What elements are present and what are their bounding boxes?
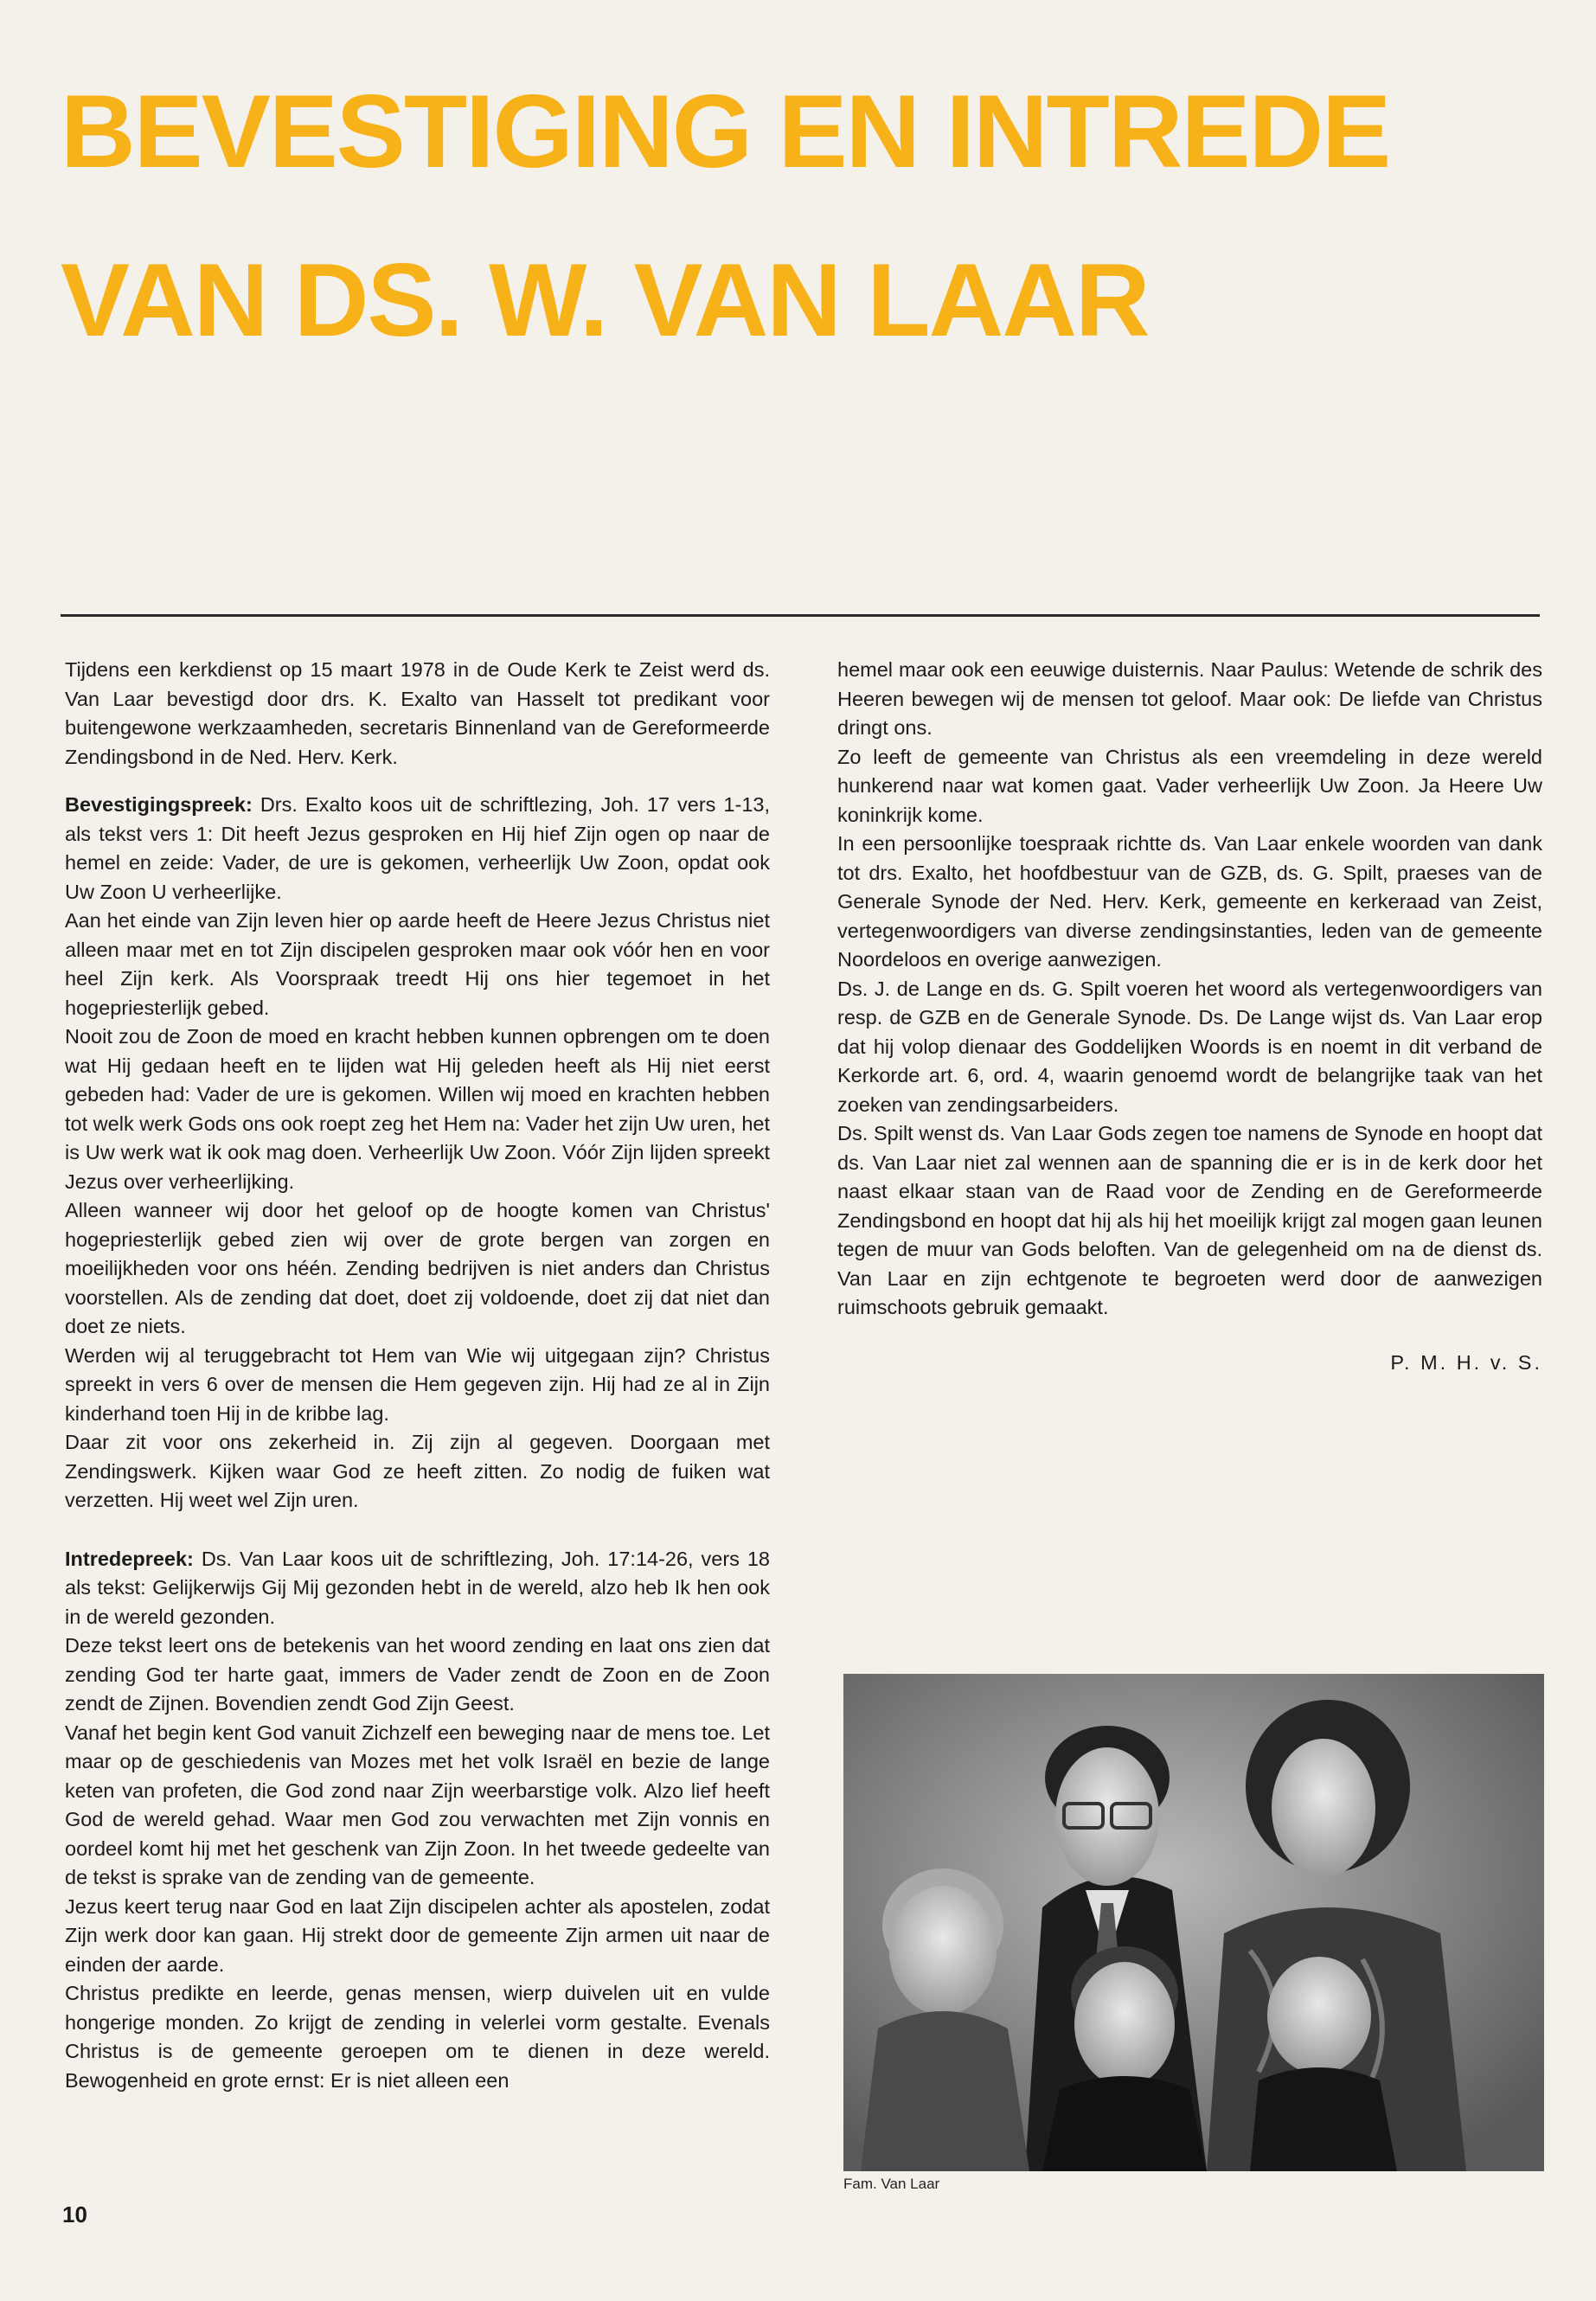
bevestiging-heading: Bevestigingspreek:: [65, 793, 253, 816]
body-paragraph: Christus predikte en leerde, genas mensen, wierp duivelen uit en vulde hongerige monden. Zo krijgt de zending in velerlei vorm gestalte. Evenals Christus is de gemeente geroepen om te dienen in deze wereld. Bewogenheid en grote ernst: Er is niet alleen een: [65, 1982, 770, 2092]
body-paragraph: Deze tekst leert ons de betekenis van het woord zending en laat ons zien dat zending God ter harte gaat, immers de Vader zendt de Zoon en de Zoon zendt de Zijnen. Bovendien zendt God Zijn Geest.: [65, 1634, 770, 1715]
body-paragraph: Vanaf het begin kent God vanuit Zichzelf een beweging naar de mens toe. Let maar op de geschiedenis van Mozes met het volk Israël en bezie de lange keten van profeten, die God zond naar Zijn weerbarstige volk. Alzo lief heeft God de wereld gehad. Waar men God zou verwachten met Zijn vonnis en oordeel komt hij met het geschenk van Zijn Zoon. In het tweede gedeelte van de tekst is sprake van de zending van de gemeente.: [65, 1721, 770, 1888]
title-divider: [61, 614, 1540, 617]
photo-caption: Fam. Van Laar: [843, 2176, 940, 2192]
body-paragraph: Werden wij al teruggebracht tot Hem van Wie wij uitgegaan zijn? Christus spreekt in vers 6 over de mensen die Hem gegeven zijn. Hij had ze al in Zijn kinderhand toen Hij in de kribbe lag.: [65, 1343, 770, 1425]
family-photo: [843, 1674, 1544, 2171]
column-left: [65, 656, 770, 2095]
body-paragraph: Zo leeft de gemeente van Christus als een vreemdeling in deze wereld hunkerend naar wat komen gaat. Vader verheerlijk Uw Zoon. Ja Heere Uw koninkrijk kome.: [837, 745, 1542, 826]
body-paragraph: In een persoonlijke toespraak richtte ds. Van Laar enkele woorden van dank tot drs. Exalto, het hoofdbestuur van de GZB, ds. G. Spilt, praeses van de Generale Synode der Ned. Herv. Kerk, gemeente en kerkeraad van Zeist, vertegenwoordigers van diverse zendingsinstanties, leden van de gemeente Noordeloos en overige aanwezigen.: [837, 832, 1542, 971]
body-paragraph: hemel maar ook een eeuwige duisternis. Naar Paulus: Wetende de schrik des Heeren bewegen wij de mensen tot geloof. Maar ook: De liefde van Christus dringt ons.: [837, 658, 1542, 739]
title-line-2: VAN DS. W. VAN LAAR: [61, 242, 1149, 358]
intrede-heading: Intredepreek:: [65, 1547, 194, 1570]
title-line-1: BEVESTIGING EN INTREDE: [61, 74, 1390, 189]
body-paragraph: Daar zit voor ons zekerheid in. Zij zijn al gegeven. Doorgaan met Zendingswerk. Kijken waar God ze heeft zitten. Zo nodig de fuiken wat verzetten. Hij weet wel Zijn uren.: [65, 1431, 770, 1511]
page-number: 10: [62, 2202, 87, 2227]
intro-paragraph: Tijdens een kerkdienst op 15 maart 1978 in de Oude Kerk te Zeist werd ds. Van Laar bevestigd door drs. K. Exalto van Hasselt tot predikant voor buitengewone werkzaamheden, secretaris Binnenland van de Gereformeerde Zendingsbond in de Ned. Herv. Kerk.: [65, 658, 770, 768]
bevestiging-paragraph: Bevestigingspreek: Drs. Exalto koos uit de schriftlezing, Joh. 17 vers 1-13, als tekst vers 1: Dit heeft Jezus gesproken en Hij hief Zijn ogen op naar de hemel en zeide: Vader, de ure is gekomen, verheerlijk Uw Zoon, opdat ook Uw Zoon U verheerlijke.: [65, 793, 770, 903]
body-paragraph: Aan het einde van Zijn leven hier op aarde heeft de Heere Jezus Christus niet alleen maar met en tot Zijn discipelen gesproken maar ook vóór hen en voor heel Zijn kerk. Als Voorspraak treedt Hij ons hier tegemoet in het hogepriesterlijk gebed.: [65, 909, 770, 1019]
body-paragraph: Alleen wanneer wij door het geloof op de hoogte komen van Christus' hogepriesterlijk gebed zien wij over de grote bergen van zorgen en moeilijkheden voor ons héén. Zending bedrijven is niet anders dan Christus voorstellen. Als de zending dat doet, doet zij voldoende, doet zij dat niet dan doet ze niets.: [65, 1199, 770, 1337]
body-paragraph: Nooit zou de Zoon de moed en kracht hebben kunnen opbrengen om te doen wat Hij gedaan heeft en te lijden wat Hij geleden heeft als Hij niet eerst gebeden had: Vader de ure is gekomen. Willen wij moed en krachten hebben tot welk werk Gods ons ook roept zeg het Hem na: Vader het zijn Uw uren, het is Uw werk wat ik ook mag doen. Verheerlijk Uw Zoon. Vóór Zijn lijden spreekt Jezus over verheerlijking.: [65, 1025, 770, 1193]
author-signature: P. M. H. v. S.: [1390, 1350, 1542, 1374]
intrede-paragraph: Intredepreek: Ds. Van Laar koos uit de schriftlezing, Joh. 17:14-26, vers 18 als tekst: Gelijkerwijs Gij Mij gezonden hebt in de wereld, alzo heb Ik hen ook in de wereld gezonden.: [65, 1547, 770, 1628]
column-right: [837, 656, 1542, 1377]
article-title: [61, 48, 1531, 385]
body-paragraph: Jezus keert terug naar God en laat Zijn discipelen achter als apostelen, zodat Zijn werk door kan gaan. Hij strekt door de gemeente Zijn armen uit naar de einden der aarde.: [65, 1894, 770, 1976]
body-paragraph: Ds. J. de Lange en ds. G. Spilt voeren het woord als vertegenwoordigers van resp. de GZB en de Generale Synode. Ds. De Lange wijst ds. Van Laar erop dat hij volop dienaar des Goddelijken Woords is en noemt in dit verband de Kerkorde art. 6, ord. 4, waarin genoemd wordt de belangrijke taak van het zoeken van zendingsarbeiders.: [837, 977, 1542, 1116]
body-paragraph: Ds. Spilt wenst ds. Van Laar Gods zegen toe namens de Synode en hoopt dat ds. Van Laar niet zal wennen aan de spanning die er is in de kerk door het naast elkaar staan van de Raad voor de Zending en de Gereformeerde Zendingsbond en hoopt dat hij als hij het moeilijk krijgt zal mogen gaan leunen tegen de muur van Gods beloften. Van de gelegenheid om na de dienst ds. Van Laar en zijn echtgenote te begroeten werd door de aanwezigen ruimschoots gebruik gemaakt.: [837, 1122, 1542, 1318]
